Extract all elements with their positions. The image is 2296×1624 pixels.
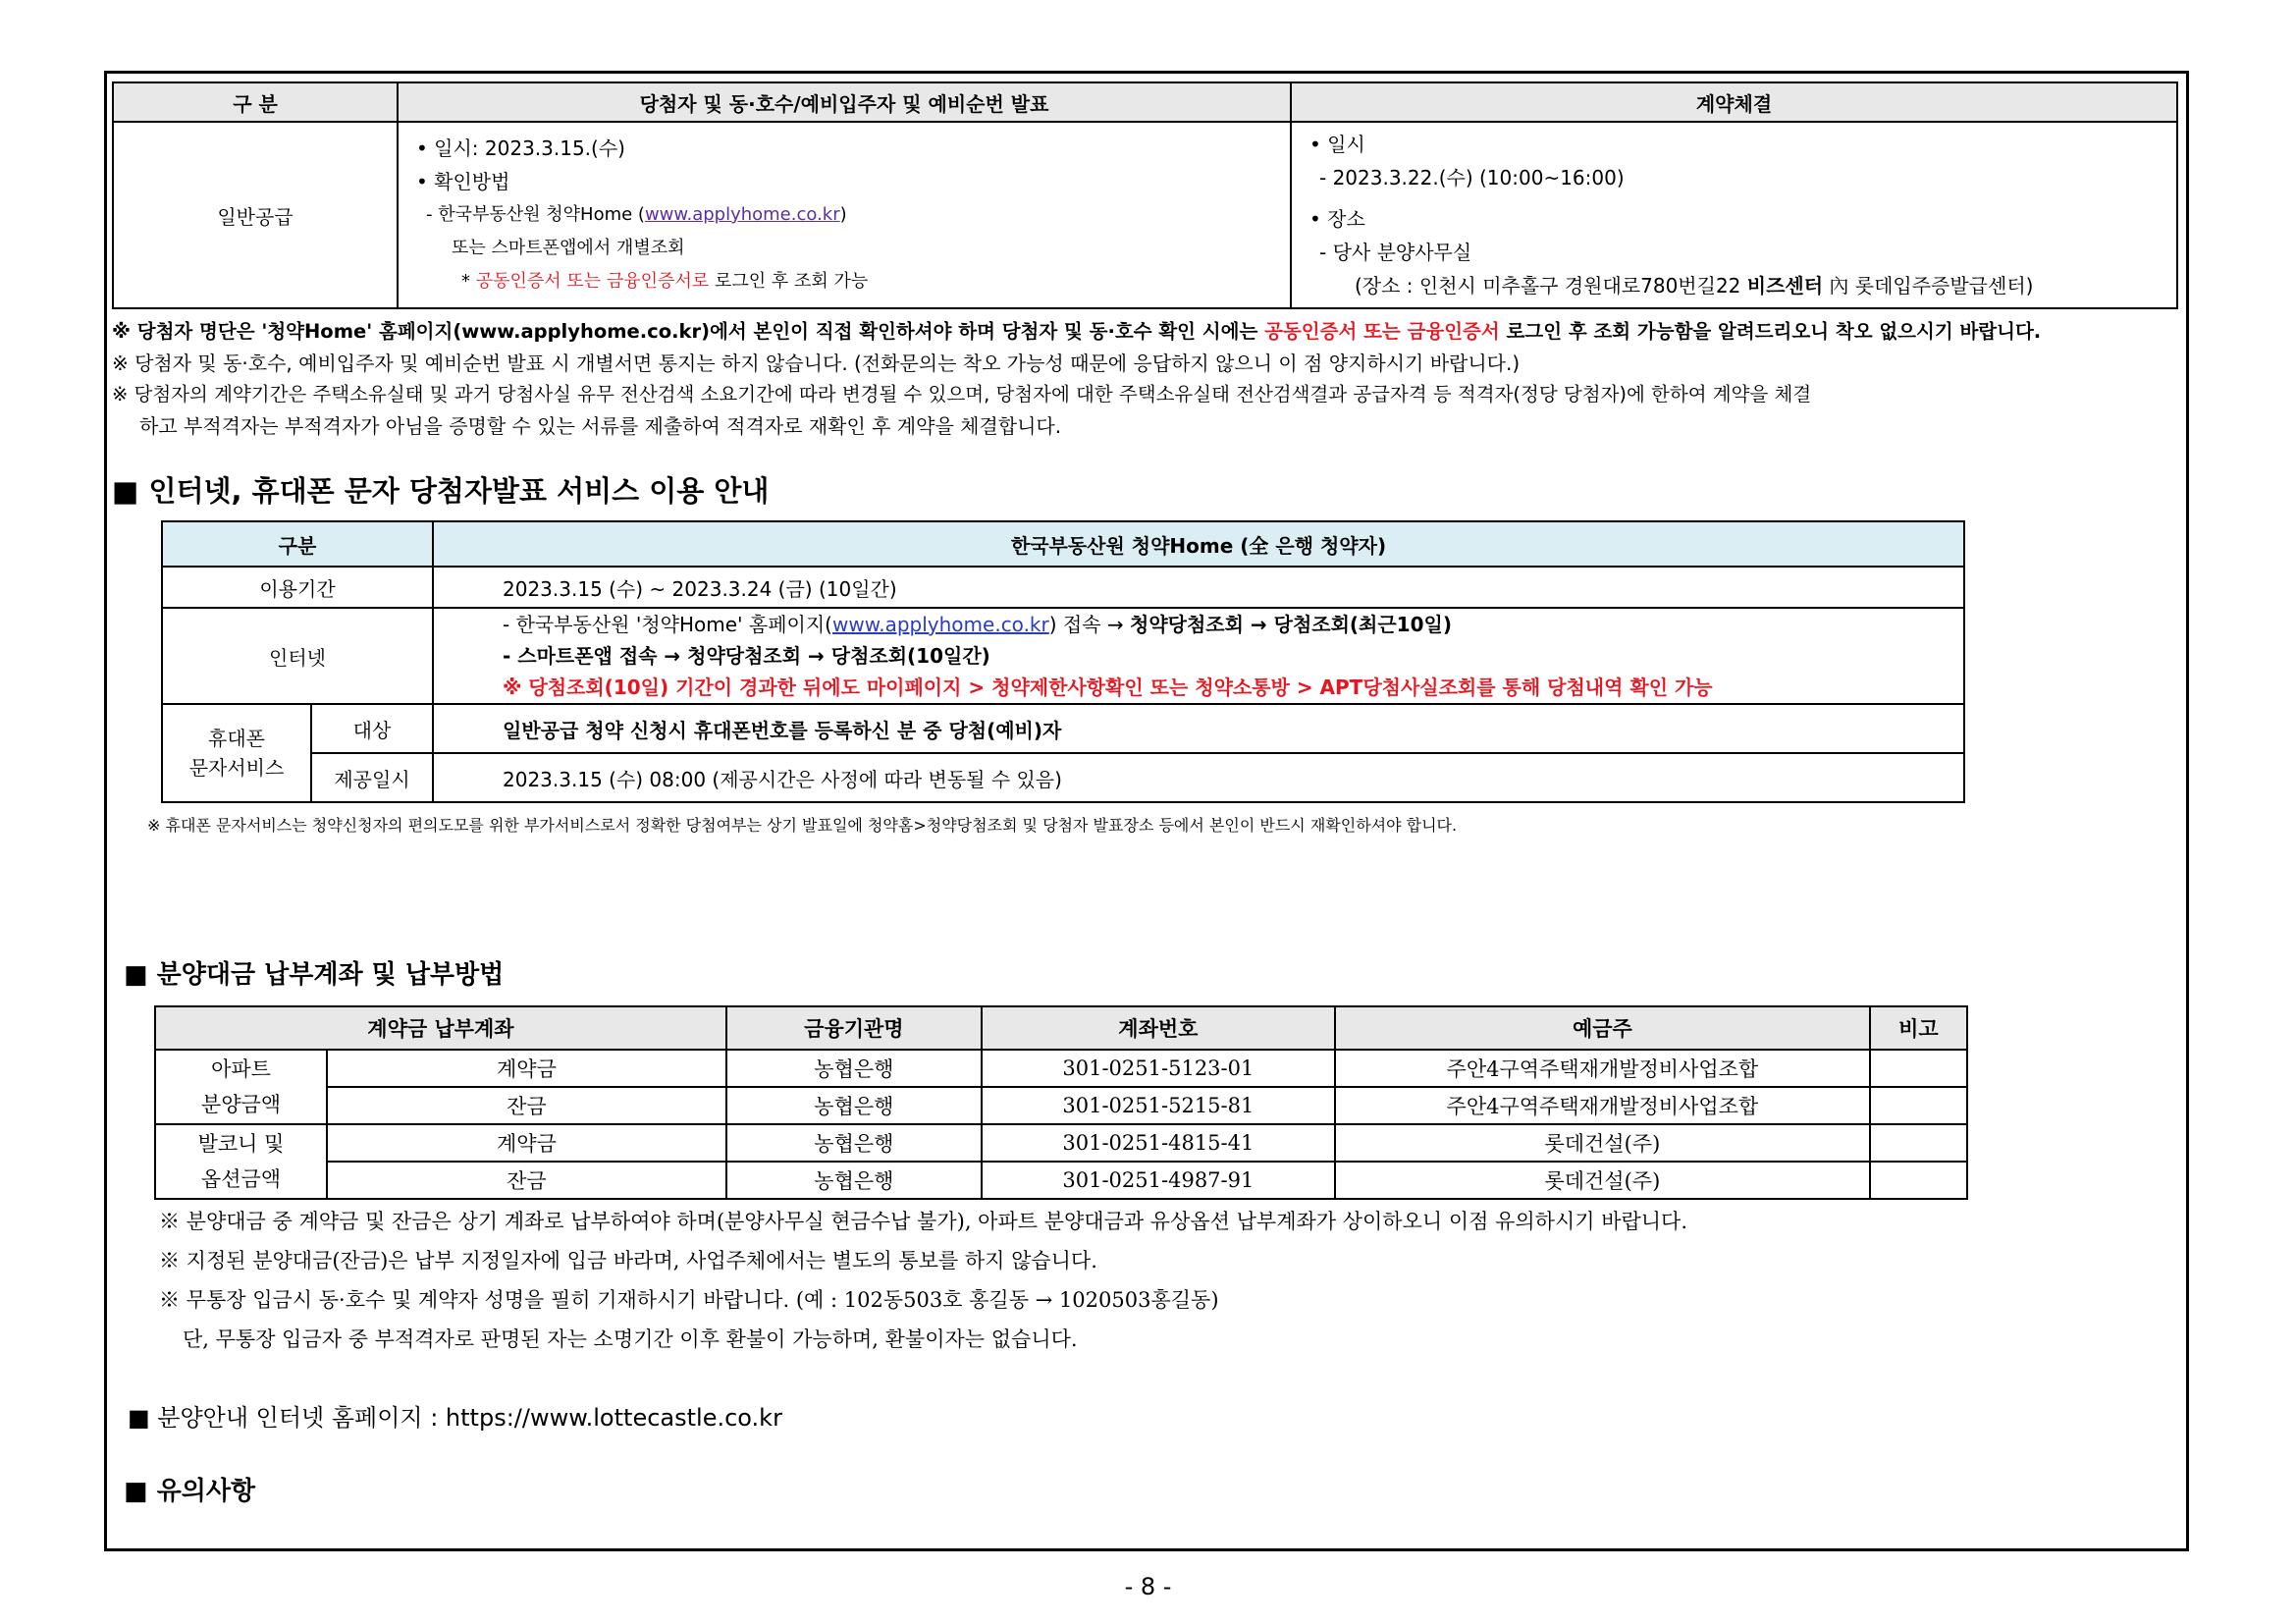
- internet-line-2: - 스마트폰앱 접속 → 청약당첨조회 → 당첨조회(10일간): [503, 644, 990, 668]
- note-3b: 하고 부적격자는 부적격자가 아님을 증명할 수 있는 서류를 제출하여 적격자로 재확인 후 계약을 체결합니다.: [139, 414, 1062, 438]
- table-row: 아파트 분양금액 계약금 농협은행 301-0251-5123-01 주안4구역주택재개발정비사업조합: [155, 1050, 1967, 1087]
- table-row: [162, 704, 1964, 753]
- table-row: [162, 608, 1964, 704]
- contract-address: (장소 : 인천시 미추홀구 경원대로780번길22 비즈센터 內 롯데입주증발급센터): [1355, 274, 2034, 298]
- note-3: ※ 당첨자의 계약기간은 주택소유실태 및 과거 당첨사실 유무 전산검색 소요기간에 따라 변경될 수 있으며, 당첨자에 대한 주택소유실태 전산검색결과 공급자격 등 적격자(정당 당첨자)에 한하여 계약을 체결: [112, 383, 1812, 406]
- table-row: [162, 753, 1964, 802]
- announce-date: • 일시: 2023.3.15.(수): [416, 136, 625, 160]
- period-value: 2023.3.15 (수) ~ 2023.3.24 (금) (10일간): [433, 567, 1964, 608]
- target-value: 일반공급 청약 신청시 휴대폰번호를 등록하신 분 중 당첨(예비)자: [433, 704, 1964, 753]
- col-contract: 계약체결: [1291, 82, 2177, 122]
- col-note: 비고: [1870, 1006, 1967, 1050]
- internet-line-3: ※ 당첨조회(10일) 기간이 경과한 뒤에도 마이페이지 > 청약제한사항확인 또는 청약소통방 > APT당첨사실조회를 통해 당첨내역 확인 가능: [503, 676, 1713, 699]
- period-label: 이용기간: [162, 567, 433, 608]
- table-row: [113, 122, 2177, 308]
- apt-label: 아파트 분양금액: [155, 1050, 327, 1124]
- internet-line-1: - 한국부동산원 '청약Home' 홈페이지(www.applyhome.co.kr) 접속 → 청약당첨조회 → 당첨조회(최근10일): [503, 613, 1452, 636]
- contract-cell: [1291, 122, 2177, 308]
- col-site: 한국부동산원 청약Home (全 은행 청약자): [433, 521, 1964, 567]
- note-2: ※ 당첨자 및 동·호수, 예비입주자 및 예비순번 발표 시 개별서면 통지는 하지 않습니다. (전화문의는 착오 가능성 때문에 응답하지 않으니 이 점 양지하시기 바랍니다.): [112, 352, 1521, 375]
- col-account-type: 계약금 납부계좌: [155, 1006, 726, 1050]
- announce-method: • 확인방법: [416, 170, 510, 193]
- announce-site: - 한국부동산원 청약Home (www.applyhome.co.kr): [426, 204, 847, 225]
- table-header-row: [162, 521, 1964, 567]
- caution-heading: ■ 유의사항: [124, 1477, 256, 1506]
- sms-label: 휴대폰 문자서비스: [162, 704, 311, 802]
- option-label: 발코니 및 옵션금액: [155, 1124, 327, 1199]
- col-announce: 당첨자 및 동·호수/예비입주자 및 예비순번 발표: [398, 82, 1291, 122]
- page-number: - 8 -: [1124, 1573, 1172, 1600]
- payment-table: [154, 1005, 1968, 1200]
- provide-value: 2023.3.15 (수) 08:00 (제공시간은 사정에 따라 변동될 수 있음): [433, 753, 1964, 802]
- schedule-notes: [112, 316, 2183, 442]
- table-row: [162, 567, 1964, 608]
- schedule-table: [112, 81, 2178, 309]
- table-row: 잔금 농협은행 301-0251-4987-91 롯데건설(주): [155, 1162, 1967, 1199]
- service-table: [161, 520, 1965, 803]
- payment-heading: ■ 분양대금 납부계좌 및 납부방법: [124, 960, 505, 990]
- row-label: 일반공급: [113, 122, 398, 308]
- announce-cell: [398, 122, 1291, 308]
- applyhome-link[interactable]: www.applyhome.co.kr: [832, 613, 1049, 636]
- homepage-line: ■ 분양안내 인터넷 홈페이지 : https://www.lottecastle.co.kr: [128, 1404, 782, 1432]
- provide-label: 제공일시: [311, 753, 433, 802]
- table-header-row: [155, 1006, 1967, 1050]
- service-heading: ■ 인터넷, 휴대폰 문자 당첨자발표 서비스 이용 안내: [112, 474, 770, 508]
- payment-note-1: ※ 분양대금 중 계약금 및 잔금은 상기 계좌로 납부하여야 하며(분양사무실 현금수납 불가), 아파트 분양대금과 유상옵션 납부계좌가 상이하오니 이점 유의하시기 바랍니다.: [159, 1210, 1688, 1233]
- note-1: ※ 당첨자 명단은 '청약Home' 홈페이지(www.applyhome.co.kr)에서 본인이 직접 확인하셔야 하며 당첨자 및 동·호수 확인 시에는 공동인증서 또는 금융인증서 로그인 후 조회 가능함을 알려드리오니 착오 없으시기 바랍니다.: [112, 320, 2042, 343]
- col-category: 구분: [162, 521, 433, 567]
- col-bank: 금융기관명: [726, 1006, 982, 1050]
- col-holder: 예금주: [1335, 1006, 1870, 1050]
- service-note: ※ 휴대폰 문자서비스는 청약신청자의 편의도모를 위한 부가서비스로서 정확한 당첨여부는 상기 발표일에 청약홈>청약당첨조회 및 당첨자 발표장소 등에서 본인이 반드시 재확인하셔야 합니다.: [147, 816, 1458, 835]
- announce-app: 또는 스마트폰앱에서 개별조회: [452, 238, 685, 258]
- internet-label: 인터넷: [162, 608, 433, 704]
- payment-note-4: 단, 무통장 입금자 중 부적격자로 판명된 자는 소명기간 이후 환불이 가능하며, 환불이자는 없습니다.: [183, 1327, 1078, 1351]
- table-row: 발코니 및 옵션금액 계약금 농협은행 301-0251-4815-41 롯데건설(주): [155, 1124, 1967, 1162]
- contract-date-label: • 일시: [1309, 133, 1365, 156]
- contract-place-label: • 장소: [1309, 207, 1365, 231]
- target-label: 대상: [311, 704, 433, 753]
- applyhome-link[interactable]: www.applyhome.co.kr: [644, 204, 840, 225]
- payment-notes: [159, 1202, 1687, 1359]
- col-category: 구 분: [113, 82, 398, 122]
- contract-date: - 2023.3.22.(수) (10:00~16:00): [1319, 166, 1625, 189]
- payment-note-3: ※ 무통장 입금시 동·호수 및 계약자 성명을 필히 기재하시기 바랍니다. (예 : 102동503호 홍길동 → 1020503홍길동): [159, 1288, 1219, 1312]
- col-account-no: 계좌번호: [982, 1006, 1335, 1050]
- announce-cert: * 공동인증서 또는 금융인증서로 로그인 후 조회 가능: [461, 271, 869, 292]
- payment-note-2: ※ 지정된 분양대금(잔금)은 납부 지정일자에 입금 바라며, 사업주체에서는 별도의 통보를 하지 않습니다.: [159, 1249, 1097, 1272]
- table-header-row: [113, 82, 2177, 122]
- contract-place: - 당사 분양사무실: [1319, 241, 1472, 264]
- table-row: 잔금 농협은행 301-0251-5215-81 주안4구역주택재개발정비사업조합: [155, 1087, 1967, 1124]
- internet-value: [433, 608, 1964, 704]
